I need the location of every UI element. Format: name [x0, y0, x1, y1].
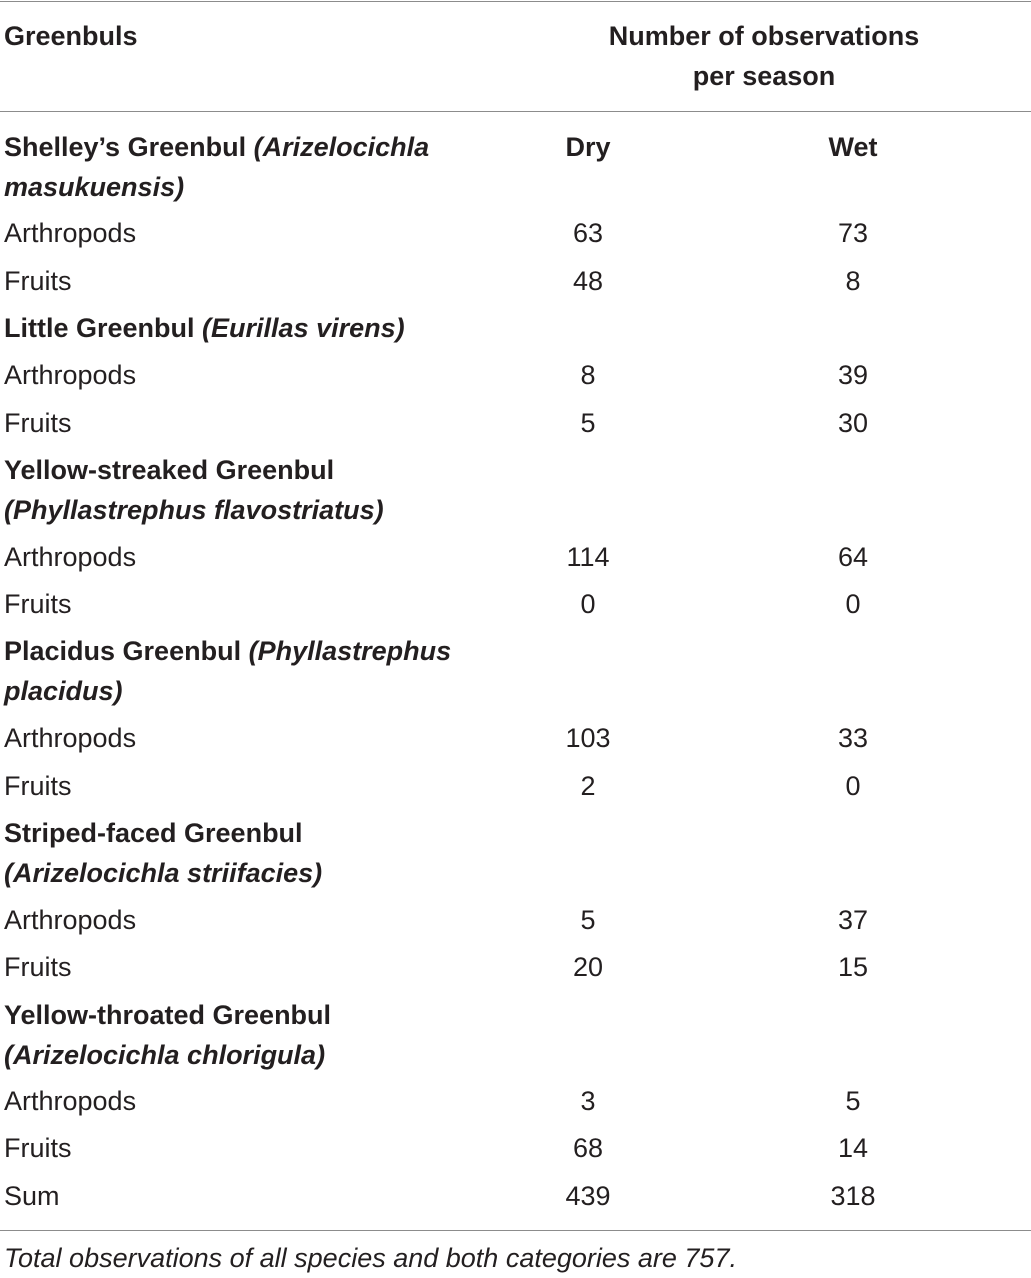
table-footnote: Total observations of all species and both categories are 757. — [4, 1243, 737, 1273]
sum-wet: 318 — [830, 1181, 876, 1211]
species-little: Little Greenbul (Eurillas virens) — [4, 313, 405, 343]
species-shelleys: Shelley’s Greenbul (Arizelocichla masukuensis) — [4, 132, 430, 202]
species-yellow-throated: Yellow-throated Greenbul (Arizelocichla chlorigula) — [4, 1000, 332, 1070]
sum-dry: 439 — [565, 1181, 611, 1211]
column-dry: Dry — [565, 132, 611, 162]
row-label: Arthropods — [4, 905, 137, 935]
species-striped-faced: Striped-faced Greenbul (Arizelocichla striifacies) — [4, 818, 323, 888]
table-bottom-rule — [0, 1230, 1031, 1231]
cell-wet: 5 — [845, 1086, 861, 1116]
cell-dry: 5 — [580, 905, 596, 935]
header-observations — [546, 16, 982, 96]
table-top-rule — [0, 1, 1031, 2]
cell-wet: 37 — [837, 905, 869, 935]
row-label: Arthropods — [4, 723, 137, 753]
cell-wet: 39 — [837, 360, 869, 390]
row-label: Fruits — [4, 589, 72, 619]
cell-wet: 73 — [837, 218, 869, 248]
row-label: Arthropods — [4, 360, 137, 390]
row-label: Fruits — [4, 952, 72, 982]
row-label: Arthropods — [4, 542, 137, 572]
cell-dry: 68 — [572, 1133, 604, 1163]
cell-wet: 33 — [837, 723, 869, 753]
cell-wet: 15 — [837, 952, 869, 982]
header-rule — [0, 111, 1031, 112]
row-label: Fruits — [4, 408, 72, 438]
cell-wet: 14 — [837, 1133, 869, 1163]
cell-dry: 63 — [572, 218, 604, 248]
species-placidus: Placidus Greenbul (Phyllastrephus placidus) — [4, 636, 452, 706]
cell-dry: 3 — [580, 1086, 596, 1116]
cell-dry: 8 — [580, 360, 596, 390]
header-observations-line1: Number of observations — [608, 21, 920, 51]
cell-dry: 48 — [572, 266, 604, 296]
sum-label: Sum — [4, 1181, 60, 1211]
column-wet: Wet — [828, 132, 878, 162]
header-observations-line2: per season — [692, 61, 836, 91]
cell-dry: 103 — [565, 723, 611, 753]
cell-dry: 114 — [566, 542, 610, 572]
row-label: Arthropods — [4, 1086, 137, 1116]
cell-wet: 30 — [837, 408, 869, 438]
cell-dry: 20 — [572, 952, 604, 982]
row-label: Arthropods — [4, 218, 137, 248]
cell-dry: 5 — [580, 408, 596, 438]
row-label: Fruits — [4, 771, 72, 801]
species-yellow-streaked: Yellow-streaked Greenbul (Phyllastrephus flavostriatus) — [4, 455, 384, 525]
cell-dry: 2 — [580, 771, 596, 801]
cell-wet: 0 — [845, 589, 861, 619]
cell-wet: 8 — [845, 266, 861, 296]
row-label: Fruits — [4, 1133, 72, 1163]
header-greenbuls: Greenbuls — [4, 21, 138, 51]
row-label: Fruits — [4, 266, 72, 296]
cell-wet: 0 — [845, 771, 861, 801]
cell-dry: 0 — [580, 589, 596, 619]
cell-wet: 64 — [837, 542, 869, 572]
